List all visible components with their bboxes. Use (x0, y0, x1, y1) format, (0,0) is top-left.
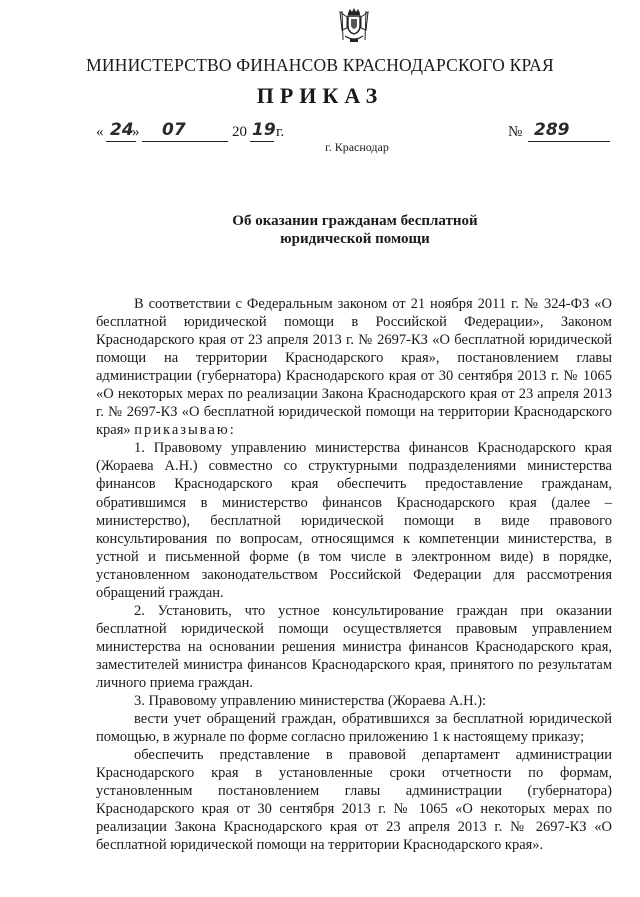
date-open-quote: « (96, 124, 104, 140)
coat-of-arms-icon (334, 6, 374, 46)
preamble-text: В соответствии с Федеральным законом от 21 ноября 2011 г. № 324-ФЗ «О бесплатной юридической помощи в Российской Федерации», Законом Краснодарского края от 23 апреля 2013 г. № 2697-КЗ «О бесплатной юридической помощи на территории Краснодарского края», постановлением главы администрации (губернатора) Краснодарского края от 30 сентября 2013 г. № 1065 «О некоторых мерах по реализации Закона Краснодарского края от 23 апреля 2013 г. № 2697-КЗ «О бесплатной юридической помощи на территории Краснодарского края» (96, 296, 612, 439)
order-number: 289 (534, 120, 570, 140)
city-name: г. Краснодар (325, 140, 389, 154)
date-close-quote: » (132, 124, 140, 140)
item-3-paragraph: 3. Правовому управлению министерства (Жораева А.Н.): (134, 693, 487, 710)
subject-line-1: Об оказании гражданам бесплатной (232, 213, 478, 229)
date-month: 07 (162, 120, 186, 140)
date-year-abbr: г. (276, 124, 285, 140)
order-number-label: № (508, 124, 523, 140)
order-subject (0, 212, 640, 248)
item-3a-paragraph: вести учет обращений граждан, обратившихся за бесплатной юридической помощью, в журнале по форме согласно приложению 1 к настоящему приказу; (96, 711, 612, 746)
item-1-paragraph: 1. Правовому управлению министерства финансов Краснодарского края (Жораева А.Н.) совместно со структурными подразделениями министерства финансов Краснодарского края обеспечить предоставление гражданам, обратившимся в министерство финансов Краснодарского края (далее – министерство), бесплатной юридической помощи в виде правового консультирования по вопросам, относящимся к компетенции министерства, в устной и письменной форме (в том числе в электронном виде) в порядке, установленном законодательством Российской Федерации для рассмотрения обращений граждан. (96, 440, 612, 601)
decree-word: приказываю: (134, 422, 236, 439)
document-title: ПРИКАЗ (256, 83, 384, 108)
date-year-prefix: 20 (232, 124, 247, 140)
date-day: 24 (110, 120, 134, 140)
subject-line-2: юридической помощи (280, 231, 430, 247)
ministry-name: МИНИСТЕРСТВО ФИНАНСОВ КРАСНОДАРСКОГО КРАЯ (86, 55, 554, 75)
item-3b-paragraph: обеспечить представление в правовой департамент администрации Краснодарского края в установленные сроки отчетности по формам, установленным постановлением главы администрации (губернатора) Краснодарского края от 30 сентября 2013 г. № 1065 «О некоторых мерах по реализации Закона Краснодарского края от 23 апреля 2013 г. № 2697-КЗ «О бесплатной юридической помощи на территории Краснодарского края». (96, 747, 612, 854)
item-2-paragraph: 2. Установить, что устное консультирование граждан при оказании бесплатной юридической помощи осуществляется правовым управлением министерства на основании решения министра финансов Краснодарского края, заместителей министра финансов Краснодарского края, принятого по результатам личного приема граждан. (96, 602, 612, 691)
preamble-paragraph (96, 295, 612, 439)
order-body (96, 295, 612, 854)
date-year-suffix: 19 (252, 120, 276, 140)
